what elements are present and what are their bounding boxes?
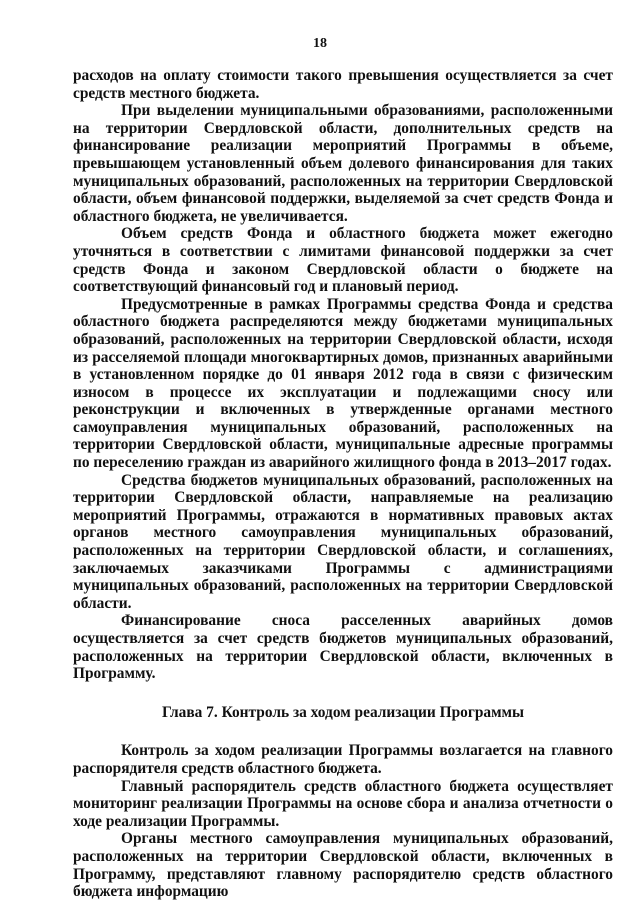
section-before-heading xyxy=(73,67,613,683)
paragraph: Главный распорядитель средств областного бюджета осуществляет мониторинг реализации Программы на основе сбора и анализа отчетности о ходе реализации Программы. xyxy=(73,777,613,830)
paragraph: расходов на оплату стоимости такого превышения осуществляется за счет средств местного бюджета. xyxy=(73,67,613,102)
chapter-heading: Глава 7. Контроль за ходом реализации Программы xyxy=(161,703,525,721)
paragraph: Финансирование сноса расселенных аварийных домов осуществляется за счет средств бюджетов муниципальных образований, расположенных на территории Свердловской области, включенных в Программу. xyxy=(73,612,613,683)
paragraph: Предусмотренные в рамках Программы средства Фонда и средства областного бюджета распределяются между бюджетами муниципальных образований, расположенных на территории Свердловской области, исходя из расселяемой площади многоквартирных домов, признанных аварийными в установленном порядке до 01 января 2012 года в связи с физическим износом в процессе их эксплуатации и подлежащими сносу или реконструкции и включенных в утвержденные органами местного самоуправления муниципальных образований, расположенных на территории Свердловской области, муниципальные адресные программы по переселению граждан из аварийного жилищного фонда в 2013–2017 годах. xyxy=(73,295,613,472)
paragraph: Объем средств Фонда и областного бюджета может ежегодно уточняться в соответствии с лимитами финансовой поддержки за счет средств Фонда и законом Свердловской области о бюджете на соответствующий финансовый год и плановый период. xyxy=(73,225,613,296)
page-number: 18 xyxy=(313,36,327,51)
paragraph: При выделении муниципальными образованиями, расположенными на территории Свердловской области, дополнительных средств на финансирование реализации мероприятий Программы в объеме, превышающем установленный объем долевого финансирования для таких муниципальных образований, расположенных на территории Свердловской области, объем финансовой поддержки, выделяемой за счет средств Фонда и областного бюджета, не увеличивается. xyxy=(73,102,613,225)
section-after-heading xyxy=(73,742,613,900)
document-body xyxy=(73,67,613,901)
paragraph: Средства бюджетов муниципальных образований, расположенных на территории Свердловской области, направляемые на реализацию мероприятий Программы, отражаются в нормативных правовых актах органов местного самоуправления муниципальных образований, расположенных на территории Свердловской области, и соглашениях, заключаемых заказчиками Программы с администрациями муниципальных образований, расположенных на территории Свердловской области. xyxy=(73,471,613,612)
paragraph: Контроль за ходом реализации Программы возлагается на главного распорядителя средств областного бюджета. xyxy=(73,742,613,777)
paragraph: Органы местного самоуправления муниципальных образований, расположенных на территории Свердловской области, включенных в Программу, представляют главному распорядителю средств областного бюджета информацию xyxy=(73,830,613,901)
